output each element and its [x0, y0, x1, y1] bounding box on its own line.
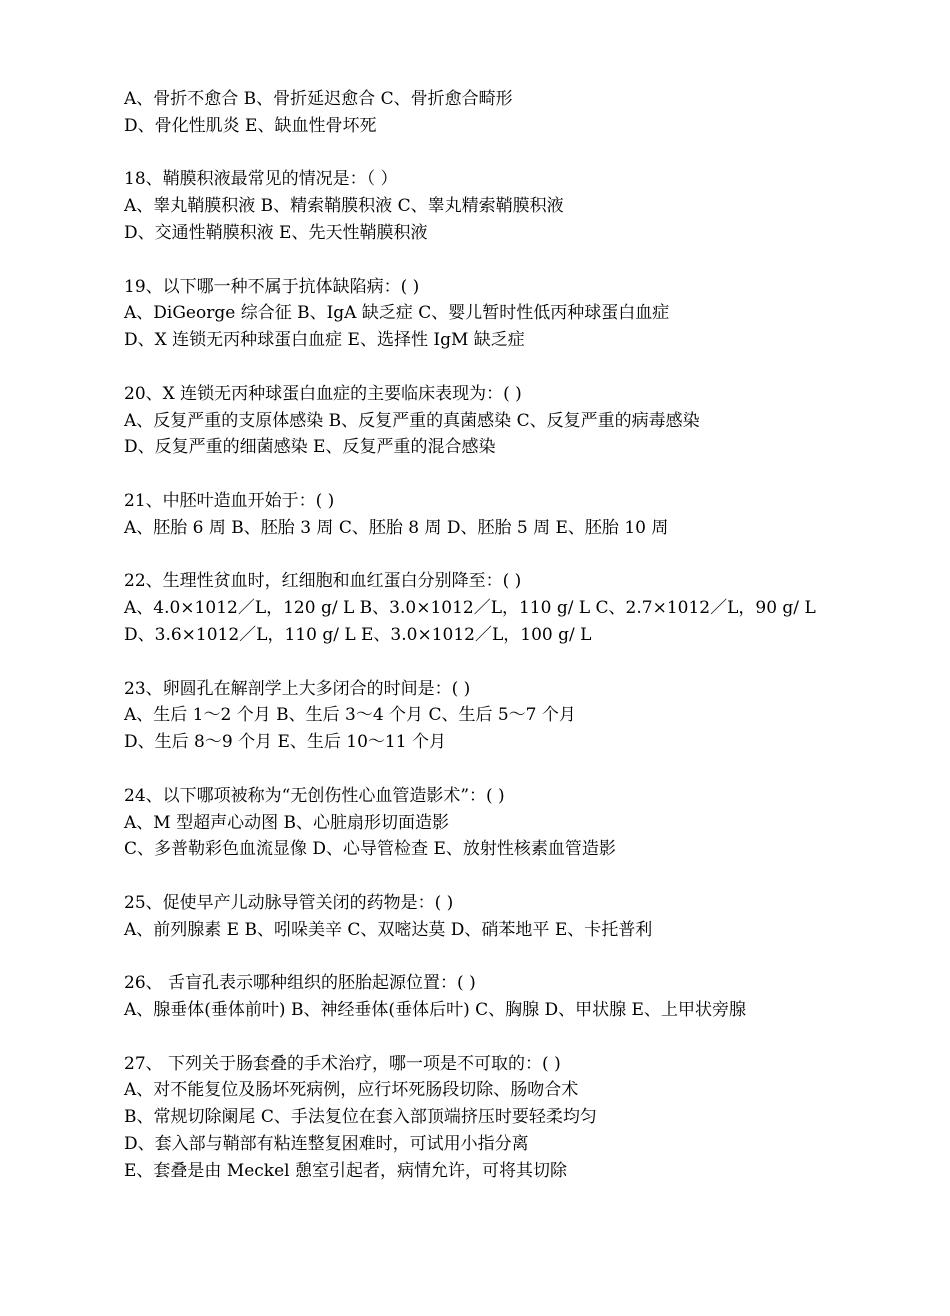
option-line: A、胚胎 6 周 B、胚胎 3 周 C、胚胎 8 周 D、胚胎 5 周 E、胚胎 10 周	[124, 517, 669, 538]
document-page	[124, 86, 924, 1185]
option-line: D、生后 8～9 个月 E、生后 10～11 个月	[124, 732, 446, 753]
question-17-options	[124, 86, 924, 140]
question-18	[124, 166, 924, 246]
question-text: 22、生理性贫血时，红细胞和血红蛋白分别降至：( )	[124, 571, 522, 592]
option-line: D、反复严重的细菌感染 E、反复严重的混合感染	[124, 437, 496, 458]
question-23	[124, 676, 924, 756]
question-text: 24、以下哪项被称为“无创伤性心血管造影术”：( )	[124, 785, 505, 806]
question-text: 21、中胚叶造血开始于：( )	[124, 490, 335, 511]
spacer	[124, 461, 924, 488]
option-line: A、对不能复位及肠坏死病例，应行坏死肠段切除、肠吻合术	[124, 1080, 579, 1101]
option-line: B、常规切除阑尾 C、手法复位在套入部顶端挤压时要轻柔均匀	[124, 1107, 597, 1128]
spacer	[124, 354, 924, 381]
question-20	[124, 381, 924, 461]
spacer	[124, 247, 924, 274]
question-text: 25、促使早产儿动脉导管关闭的药物是：( )	[124, 892, 454, 913]
option-line: A、4.0×1012／L，120 g/ L B、3.0×1012／L，110 g/ L C、2.7×1012／L，90 g/ L	[124, 598, 816, 619]
option-line: E、套叠是由 Meckel 憩室引起者，病情允许，可将其切除	[124, 1160, 568, 1181]
spacer	[124, 649, 924, 676]
option-line: A、腺垂体(垂体前叶) B、神经垂体(垂体后叶) C、胸腺 D、甲状腺 E、上甲状旁腺	[124, 1000, 746, 1021]
spacer	[124, 140, 924, 167]
question-26	[124, 970, 924, 1024]
option-line: A、生后 1～2 个月 B、生后 3～4 个月 C、生后 5～7 个月	[124, 705, 576, 726]
question-text: 23、卵圆孔在解剖学上大多闭合的时间是：( )	[124, 678, 471, 699]
option-line: A、前列腺素 E B、吲哚美辛 C、双嘧达莫 D、硝苯地平 E、卡托普利	[124, 919, 653, 940]
option-line: D、X 连锁无丙种球蛋白血症 E、选择性 IgM 缺乏症	[124, 330, 525, 351]
spacer	[124, 1024, 924, 1051]
question-25	[124, 890, 924, 944]
question-19	[124, 274, 924, 354]
spacer	[124, 756, 924, 783]
spacer	[124, 863, 924, 890]
option-line: A、骨折不愈合 B、骨折延迟愈合 C、骨折愈合畸形	[124, 89, 513, 109]
option-line: D、骨化性肌炎 E、缺血性骨坏死	[124, 115, 377, 136]
question-text: 19、以下哪一种不属于抗体缺陷病：( )	[124, 276, 420, 297]
option-line: D、3.6×1012／L，110 g/ L E、3.0×1012／L，100 g/ L	[124, 624, 592, 645]
option-line: C、多普勒彩色血流显像 D、心导管检查 E、放射性核素血管造影	[124, 839, 616, 860]
spacer	[124, 542, 924, 569]
question-text: 20、X 连锁无丙种球蛋白血症的主要临床表现为：( )	[124, 383, 522, 404]
spacer	[124, 944, 924, 971]
question-22	[124, 568, 924, 648]
option-line: A、睾丸鞘膜积液 B、精索鞘膜积液 C、睾丸精索鞘膜积液	[124, 196, 564, 217]
option-line: D、套入部与鞘部有粘连整复困难时，可试用小指分离	[124, 1134, 529, 1155]
option-line: D、交通性鞘膜积液 E、先天性鞘膜积液	[124, 222, 428, 243]
option-line: A、M 型超声心动图 B、心脏扇形切面造影	[124, 812, 449, 833]
question-text: 18、鞘膜积液最常见的情况是：（ ）	[124, 169, 398, 190]
question-text: 27、 下列关于肠套叠的手术治疗，哪一项是不可取的：( )	[124, 1053, 561, 1074]
question-text: 26、 舌盲孔表示哪种组织的胚胎起源位置：( )	[124, 973, 476, 994]
option-line: A、DiGeorge 综合征 B、IgA 缺乏症 C、婴儿暂时性低丙种球蛋白血症	[124, 303, 670, 324]
option-line: A、反复严重的支原体感染 B、反复严重的真菌感染 C、反复严重的病毒感染	[124, 410, 700, 431]
question-21	[124, 488, 924, 542]
question-27	[124, 1051, 924, 1185]
question-24	[124, 783, 924, 863]
